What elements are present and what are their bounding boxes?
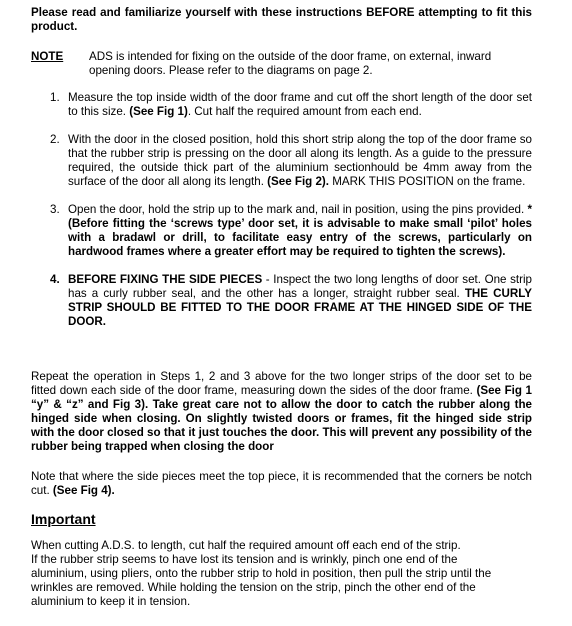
fig-reference: (See Fig 1) <box>129 105 188 118</box>
repeat-text: Repeat the operation in Steps 1, 2 and 3 above for the two longer strips of the door set to be fitted down each side of the door frame, measuring down the sides of the door frame. <box>31 370 532 397</box>
corner-note-text: Note that where the side pieces meet the top piece, it is recommended that the corners be notch cut. <box>31 470 532 497</box>
important-heading: Important <box>31 511 96 527</box>
step-2 <box>31 133 532 189</box>
cutting-line: When cutting A.D.S. to length, cut half the required amount off each end of the strip. <box>31 539 461 552</box>
step-text: With the door in the closed position, hold this short strip along the top of the door frame so that the rubber strip is pressing on the door all along its length. As a guide to the pressure required, the outside thick part of the aluminium sectionhould be 4mm away from the surface of the door all along its length. <box>68 133 532 188</box>
fig-reference: (See Fig 2). <box>267 175 330 188</box>
cutting-line: aluminium to keep it in tension. <box>31 595 191 608</box>
step-number: 2. <box>50 133 60 146</box>
step-3 <box>31 203 532 259</box>
repeat-bold-text: (See Fig 1 “y” & “z” and Fig 3). Take great care not to allow the door to catch the rubber along the hinged side when closing. On slightly twisted doors or frames, fit the hinged side strip with the door closed so that it just touches the door. This will prevent any possibility of the rubber being trapped when closing the door <box>31 384 532 453</box>
note-text: ADS is intended for fixing on the outside of the door frame, on external, inward opening doors. Please refer to the diagrams on page 2. <box>89 50 492 77</box>
cutting-line: aluminium, using pliers, onto the rubber strip to hold in position, then pull the strip until the <box>31 567 492 580</box>
step-text: Measure the top inside width of the door frame and cut off the short length of the door set to this size. <box>68 91 532 118</box>
cutting-line: wrinkles are removed. While holding the tension on the strip, pinch the other end of the <box>31 581 476 594</box>
step-text: Open the door, hold the strip up to the mark and, nail in position, using the pins provided. <box>68 203 528 216</box>
cutting-paragraph <box>31 539 532 609</box>
steps-list <box>31 91 532 329</box>
step-number: 4. <box>50 273 60 286</box>
step-text: - Inspect the two long lengths of door set. One strip has a curly rubber seal, and the other has a longer, straight rubber seal. <box>68 273 532 300</box>
note-label: NOTE <box>31 50 64 63</box>
screws-advice: *(Before fitting the ‘screws type’ door set, it is advisable to make small ‘pilot’ holes with a bradawl or drill, to facilitate easy entry of the screws, particularly on hardwood frames where a greater effort may be required to tighten the screws). <box>68 203 532 258</box>
fig-reference: (See Fig 4). <box>52 484 115 497</box>
repeat-paragraph <box>31 370 532 454</box>
step-number: 1. <box>50 91 60 104</box>
step-text: MARK THIS POSITION on the frame. <box>329 175 526 188</box>
step-number: 3. <box>50 203 60 216</box>
side-pieces-heading: BEFORE FIXING THE SIDE PIECES <box>68 273 263 286</box>
step-text: . Cut half the required amount from each end. <box>187 105 422 118</box>
step-4 <box>31 273 532 329</box>
intro-paragraph: Please read and familiarize yourself with these instructions BEFORE attempting to fit this product. <box>31 6 532 33</box>
step-1 <box>31 91 532 119</box>
curly-strip-warning: THE CURLY STRIP SHOULD BE FITTED TO THE DOOR FRAME AT THE HINGED SIDE OF THE DOOR. <box>68 287 532 328</box>
cutting-line: If the rubber strip seems to have lost its tension and is wrinkly, pinch one end of the <box>31 553 458 566</box>
corner-note-paragraph <box>31 470 532 498</box>
